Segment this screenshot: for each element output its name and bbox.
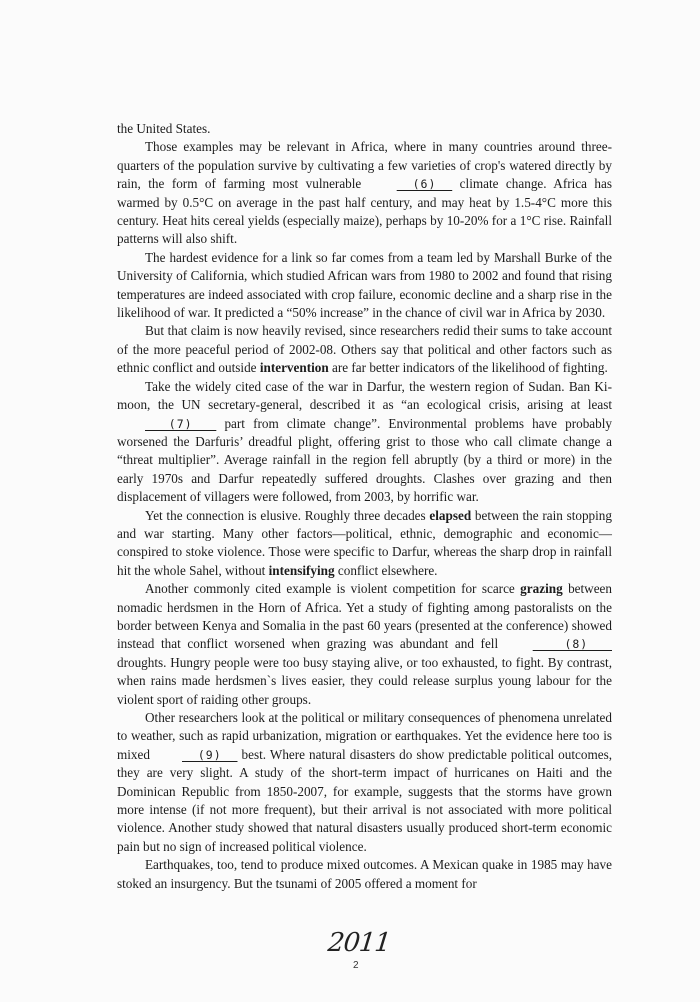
text-run: between the rain stopping and war starting. Many other factors—political, ethnic, demographic and economic—conspired to stoke violence. Those were specific to Darfur, whereas the sharp drop in rainfall hit the whole Sahel, without xyxy=(117,507,612,578)
text-run: The hardest evidence for a link so far comes from a team led by Marshall Burke of the University of California, which studied African wars from 1980 to 2002 and found that rising temperatures are indeed associated with crop failure, economic decline and a sharp rise in the likelihood of war. It predicted a “50% increase” in the chance of civil war in Africa by 2030. xyxy=(117,249,612,321)
paragraph xyxy=(117,709,612,856)
text-run: But that claim is now heavily revised, since researchers redid their sums to take account of the more peaceful period of 2002-08. Others say that political and other factors such as ethnic conflict and outside xyxy=(117,323,612,376)
text-run: Other researchers look at the political or military consequences of phenomena unrelated to weather, such as rapid urbanization, migration or earthquakes. Yet the evidence here too is mixed xyxy=(117,710,612,762)
paragraph xyxy=(117,138,612,248)
text-run: Yet the connection is elusive. Roughly three decades xyxy=(145,507,430,523)
bold-vocabulary-word: grazing xyxy=(520,581,563,597)
text-run: part from climate change”. Environmental problems have probably worsened the Darfuris’ dreadful plight, offering grist to those who call climate change a “threat multiplier”. Average rainfall in the region fell abruptly (by a third or more) in the early 1970s and Darfur repeatedly suffered droughts. Clashes over grazing and then displacement of villagers were followed, from 2003, by horrific war. xyxy=(117,415,612,505)
fill-in-blank: ___(7)___ xyxy=(145,416,217,431)
text-run: best. Where natural disasters do show predictable political outcomes, they are very slight. A study of the short-term impact of hurricanes on Haiti and the Dominican Republic from 1850-2007, for example, suggests that the storms have grown more intense (if not more frequent), but their arrival is not associated with more political violence. Another study showed that natural disasters usually produced short-term economic pain but no sign of increased political violence. xyxy=(117,746,612,854)
document-body xyxy=(117,120,612,893)
text-run: Earthquakes, too, tend to produce mixed outcomes. A Mexican quake in 1985 may have stoked an insurgency. But the tsunami of 2005 offered a moment for xyxy=(117,857,612,891)
text-run: the United States. xyxy=(117,121,211,136)
fill-in-blank: __(9)__ xyxy=(182,747,238,762)
text-run: between nomadic herdsmen in the Horn of Africa. Yet a study of fighting among pastoralists on the border between Kenya and Somalia in the past 60 years (presented at the conference) showed instead that conflict worsened when grazing was abundant and fell xyxy=(117,581,612,652)
text-run: Another commonly cited example is violent competition for scarce xyxy=(145,581,521,597)
paragraph xyxy=(117,249,612,323)
fill-in-blank: __(6)__ xyxy=(396,177,453,192)
paragraph xyxy=(117,580,612,709)
paragraph xyxy=(117,378,612,507)
bold-vocabulary-word: elapsed xyxy=(429,507,472,523)
paragraph xyxy=(117,120,612,138)
paragraph xyxy=(117,856,612,893)
text-run: Those examples may be relevant in Africa, where in many countries around three-quarters of the population survive by cultivating a few varieties of crop's watered directly by rain, the form of farming most vulnerable xyxy=(117,139,612,192)
text-run: conflict elsewhere. xyxy=(334,562,438,578)
text-run: droughts. Hungry people were too busy staying alive, or too exhausted, to fight. By contrast, when rains made herdsmen`s lives easier, they could release surplus young labour for the violent sport of raiding other groups. xyxy=(117,654,612,707)
text-run: climate change. Africa has warmed by 0.5°C on average in the past half century, and may heat by 1.5-4°C more this century. Heat hits cereal yields (especially maize), perhaps by 10-20% for a 1°C rise. Rainfall patterns will also shift. xyxy=(117,176,613,247)
handwritten-year-note: 2011 xyxy=(326,928,392,958)
paragraph xyxy=(117,507,612,581)
bold-vocabulary-word: intervention xyxy=(259,360,329,376)
text-run: Take the widely cited case of the war in Darfur, the western region of Sudan. Ban Ki-moon, the UN secretary-general, described it as “an ecological crisis, arising at least xyxy=(117,378,612,413)
bold-vocabulary-word: intensifying xyxy=(268,562,335,578)
page-number: 2 xyxy=(353,960,359,971)
paragraph xyxy=(117,322,612,377)
text-run: are far better indicators of the likelihood of fighting. xyxy=(328,360,608,376)
fill-in-blank: ____(8)___ xyxy=(532,637,612,652)
